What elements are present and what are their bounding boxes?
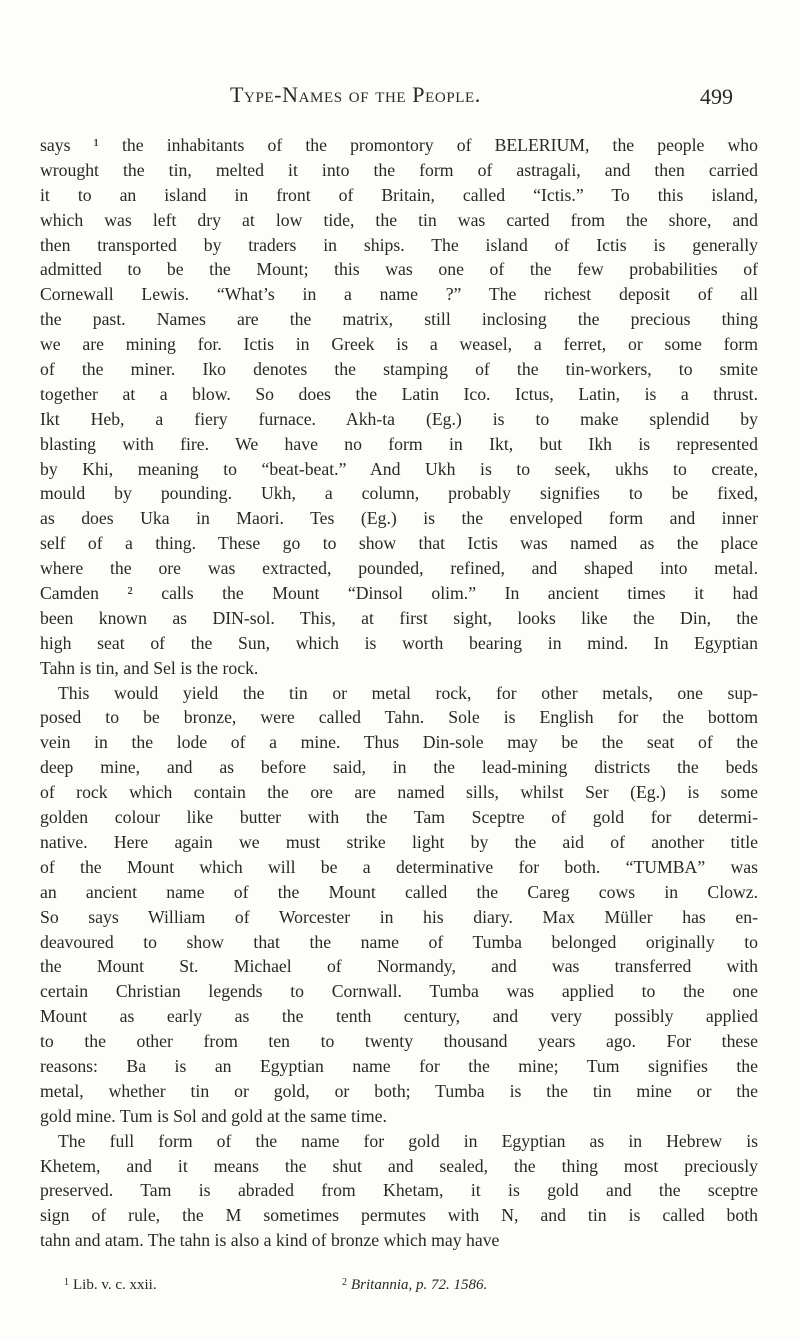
text-line: which was left dry at low tide, the tin was carted from the shore, and bbox=[40, 209, 758, 230]
text-line: posed to be bronze, were called Tahn. Sole is English for the bottom bbox=[40, 707, 758, 728]
text-line: vein in the lode of a mine. Thus Din-sole may be the seat of the bbox=[40, 732, 758, 753]
text-line: deep mine, and as before said, in the lead-mining districts the beds bbox=[40, 757, 758, 778]
text-line: then transported by traders in ships. The island of Ictis is generally bbox=[40, 234, 758, 255]
text-line: reasons: Ba is an Egyptian name for the mine; Tum signifies the bbox=[40, 1055, 758, 1076]
text-line: Tahn is tin, and Sel is the rock. bbox=[40, 657, 259, 678]
text-line: to the other from ten to twenty thousand years ago. For these bbox=[40, 1031, 758, 1052]
text-line: golden colour like butter with the Tam Sceptre of gold for determi- bbox=[40, 807, 758, 828]
text-line: deavoured to show that the name of Tumba belonged originally to bbox=[40, 931, 758, 952]
footnote-2: $^2$ Britannia, p. 72. 1586. bbox=[342, 1277, 488, 1293]
text-line: admitted to be the Mount; this was one of the few probabilities of bbox=[40, 259, 758, 280]
text-line: been known as DIN-sol. This, at first sight, looks like the Din, the bbox=[40, 607, 758, 628]
text-line: native. Here again we must strike light by the aid of another title bbox=[40, 831, 758, 852]
text-line: gold mine. Tum is Sol and gold at the same time. bbox=[40, 1105, 387, 1126]
text-line: mould by pounding. Ukh, a column, probably signifies to be fixed, bbox=[40, 483, 758, 504]
text-line: of the Mount which will be a determinative for both. “TUMBA” was bbox=[40, 856, 758, 877]
text-line: certain Christian legends to Cornwall. Tumba was applied to the one bbox=[40, 981, 758, 1002]
text-line: Khetem, and it means the shut and sealed, the thing most preciously bbox=[40, 1155, 758, 1176]
text-line: Cornewall Lewis. “What’s in a name ?” The richest deposit of all bbox=[40, 284, 758, 305]
text-line: of rock which contain the ore are named sills, whilst Ser (Eg.) is some bbox=[40, 782, 758, 803]
text-line: we are mining for. Ictis in Greek is a weasel, a ferret, or some form bbox=[40, 334, 758, 355]
text-line: an ancient name of the Mount called the Careg cows in Clowz. bbox=[40, 881, 758, 902]
text-line: metal, whether tin or gold, or both; Tumba is the tin mine or the bbox=[40, 1080, 758, 1101]
text-line: The full form of the name for gold in Egyptian as in Hebrew is bbox=[58, 1130, 758, 1151]
text-line: the Mount St. Michael of Normandy, and was transferred with bbox=[40, 956, 758, 977]
page-number: 499 bbox=[700, 84, 733, 109]
text-line: This would yield the tin or metal rock, for other metals, one sup- bbox=[58, 682, 758, 703]
text-line: where the ore was extracted, pounded, refined, and shaped into metal. bbox=[40, 558, 758, 579]
text-line: preserved. Tam is abraded from Khetam, it is gold and the sceptre bbox=[40, 1180, 758, 1201]
text-line: says ¹ the inhabitants of the promontory of BELERIUM, the people who bbox=[40, 135, 758, 155]
text-line: of the miner. Iko denotes the stamping of the tin-workers, to smite bbox=[40, 359, 758, 380]
text-line: Mount as early as the tenth century, and very possibly applied bbox=[40, 1006, 758, 1027]
text-line: blasting with fire. We have no form in Ikt, but Ikh is represented bbox=[40, 433, 758, 454]
footnotes bbox=[64, 1277, 764, 1299]
text-line: wrought the tin, melted it into the form of astragali, and then carried bbox=[40, 159, 758, 180]
text-line: together at a blow. So does the Latin Ico. Ictus, Latin, is a thrust. bbox=[40, 383, 758, 404]
text-line: the past. Names are the matrix, still inclosing the precious thing bbox=[40, 309, 758, 330]
text-line: it to an island in front of Britain, called “Ictis.” To this island, bbox=[40, 184, 758, 205]
text-line: Camden ² calls the Mount “Dinsol olim.” In ancient times it had bbox=[40, 583, 758, 604]
body-text bbox=[40, 133, 758, 1253]
text-line: tahn and atam. The tahn is also a kind of bronze which may have bbox=[40, 1230, 500, 1251]
text-line: high seat of the Sun, which is worth bearing in mind. In Egyptian bbox=[40, 632, 758, 653]
footnote-1: $^1$ Lib. v. c. xxii. bbox=[64, 1277, 157, 1293]
text-line: sign of rule, the M sometimes permutes with N, and tin is called both bbox=[40, 1205, 758, 1226]
text-line: Ikt Heb, a fiery furnace. Akh-ta (Eg.) is to make splendid by bbox=[40, 408, 758, 429]
text-line: self of a thing. These go to show that Ictis was named as the place bbox=[40, 533, 758, 554]
text-line: by Khi, meaning to “beat-beat.” And Ukh is to seek, ukhs to create, bbox=[40, 458, 758, 479]
text-line: as does Uka in Maori. Tes (Eg.) is the enveloped form and inner bbox=[40, 508, 758, 529]
page-header bbox=[0, 82, 800, 122]
text-line: So says William of Worcester in his diary. Max Müller has en- bbox=[40, 906, 758, 927]
running-head: Type-Names of the People. bbox=[230, 82, 481, 107]
